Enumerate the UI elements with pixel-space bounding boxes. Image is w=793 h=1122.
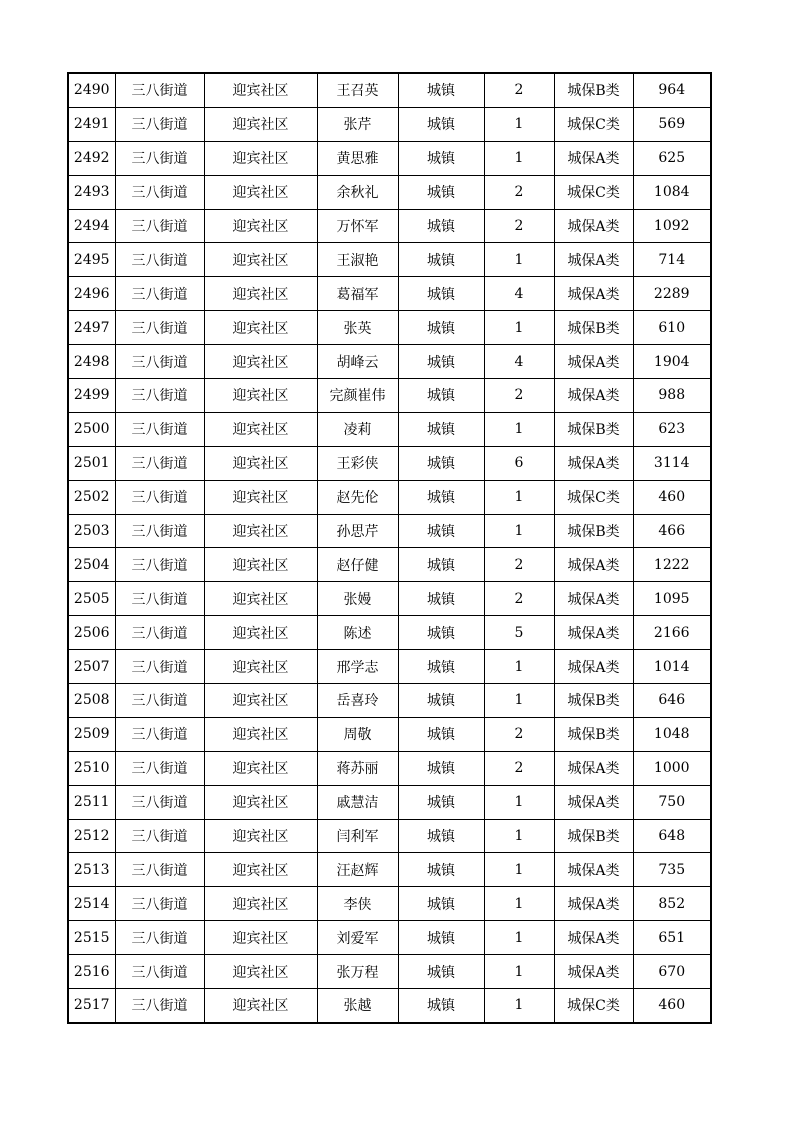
cell-name: 陈述 [317, 616, 398, 650]
cell-category: 城保A类 [554, 209, 633, 243]
cell-street: 三八街道 [115, 107, 204, 141]
cell-amount: 2289 [633, 277, 711, 311]
cell-name: 万怀军 [317, 209, 398, 243]
cell-community: 迎宾社区 [204, 514, 317, 548]
cell-household-type: 城镇 [398, 853, 484, 887]
table-row [68, 446, 711, 480]
cell-serial-no: 2516 [68, 955, 115, 989]
cell-category: 城保A类 [554, 345, 633, 379]
cell-household-size: 6 [484, 446, 554, 480]
cell-household-size: 4 [484, 277, 554, 311]
cell-name: 余秋礼 [317, 175, 398, 209]
roster-body [68, 73, 711, 1023]
table-row [68, 379, 711, 413]
cell-community: 迎宾社区 [204, 684, 317, 718]
cell-community: 迎宾社区 [204, 616, 317, 650]
cell-amount: 2166 [633, 616, 711, 650]
cell-community: 迎宾社区 [204, 548, 317, 582]
cell-category: 城保C类 [554, 107, 633, 141]
cell-community: 迎宾社区 [204, 311, 317, 345]
cell-name: 周敬 [317, 717, 398, 751]
cell-household-type: 城镇 [398, 141, 484, 175]
cell-name: 黄思雅 [317, 141, 398, 175]
cell-community: 迎宾社区 [204, 277, 317, 311]
cell-street: 三八街道 [115, 887, 204, 921]
cell-household-size: 2 [484, 73, 554, 107]
cell-name: 王召英 [317, 73, 398, 107]
cell-street: 三八街道 [115, 379, 204, 413]
cell-serial-no: 2503 [68, 514, 115, 548]
cell-serial-no: 2499 [68, 379, 115, 413]
table-row [68, 751, 711, 785]
cell-community: 迎宾社区 [204, 141, 317, 175]
table-row [68, 345, 711, 379]
cell-amount: 610 [633, 311, 711, 345]
cell-category: 城保B类 [554, 684, 633, 718]
cell-street: 三八街道 [115, 751, 204, 785]
cell-name: 张越 [317, 989, 398, 1023]
cell-amount: 1222 [633, 548, 711, 582]
cell-category: 城保A类 [554, 887, 633, 921]
cell-household-type: 城镇 [398, 819, 484, 853]
cell-category: 城保A类 [554, 582, 633, 616]
cell-street: 三八街道 [115, 921, 204, 955]
cell-amount: 651 [633, 921, 711, 955]
cell-household-size: 1 [484, 684, 554, 718]
table-row [68, 785, 711, 819]
cell-serial-no: 2492 [68, 141, 115, 175]
cell-name: 胡峰云 [317, 345, 398, 379]
cell-street: 三八街道 [115, 209, 204, 243]
cell-serial-no: 2508 [68, 684, 115, 718]
table-row [68, 412, 711, 446]
cell-community: 迎宾社区 [204, 650, 317, 684]
cell-serial-no: 2515 [68, 921, 115, 955]
cell-community: 迎宾社区 [204, 582, 317, 616]
cell-serial-no: 2498 [68, 345, 115, 379]
cell-name: 闫利军 [317, 819, 398, 853]
cell-household-size: 1 [484, 819, 554, 853]
cell-community: 迎宾社区 [204, 887, 317, 921]
table-row [68, 955, 711, 989]
cell-household-type: 城镇 [398, 277, 484, 311]
cell-street: 三八街道 [115, 853, 204, 887]
cell-serial-no: 2501 [68, 446, 115, 480]
table-row [68, 819, 711, 853]
cell-serial-no: 2517 [68, 989, 115, 1023]
table-row [68, 921, 711, 955]
cell-street: 三八街道 [115, 548, 204, 582]
cell-household-size: 2 [484, 548, 554, 582]
cell-household-size: 4 [484, 345, 554, 379]
cell-community: 迎宾社区 [204, 345, 317, 379]
cell-serial-no: 2502 [68, 480, 115, 514]
cell-street: 三八街道 [115, 73, 204, 107]
cell-amount: 1000 [633, 751, 711, 785]
cell-category: 城保A类 [554, 751, 633, 785]
cell-household-size: 1 [484, 243, 554, 277]
cell-category: 城保B类 [554, 717, 633, 751]
table-row [68, 73, 711, 107]
cell-household-size: 1 [484, 514, 554, 548]
cell-serial-no: 2491 [68, 107, 115, 141]
roster-table [67, 72, 712, 1024]
cell-category: 城保B类 [554, 311, 633, 345]
cell-household-type: 城镇 [398, 548, 484, 582]
table-row [68, 887, 711, 921]
cell-household-size: 2 [484, 751, 554, 785]
cell-household-type: 城镇 [398, 887, 484, 921]
cell-household-size: 1 [484, 107, 554, 141]
cell-category: 城保A类 [554, 548, 633, 582]
cell-category: 城保B类 [554, 412, 633, 446]
cell-category: 城保C类 [554, 175, 633, 209]
cell-serial-no: 2497 [68, 311, 115, 345]
cell-community: 迎宾社区 [204, 412, 317, 446]
cell-amount: 1014 [633, 650, 711, 684]
cell-street: 三八街道 [115, 650, 204, 684]
cell-household-size: 1 [484, 921, 554, 955]
cell-household-type: 城镇 [398, 616, 484, 650]
cell-household-type: 城镇 [398, 243, 484, 277]
cell-category: 城保A类 [554, 446, 633, 480]
cell-community: 迎宾社区 [204, 480, 317, 514]
cell-category: 城保B类 [554, 514, 633, 548]
cell-household-size: 1 [484, 311, 554, 345]
cell-community: 迎宾社区 [204, 379, 317, 413]
cell-category: 城保A类 [554, 616, 633, 650]
cell-household-size: 1 [484, 887, 554, 921]
cell-amount: 852 [633, 887, 711, 921]
table-row [68, 548, 711, 582]
cell-household-type: 城镇 [398, 751, 484, 785]
cell-household-size: 1 [484, 412, 554, 446]
cell-serial-no: 2509 [68, 717, 115, 751]
cell-household-size: 2 [484, 175, 554, 209]
cell-amount: 750 [633, 785, 711, 819]
table-row [68, 582, 711, 616]
cell-name: 孙思芹 [317, 514, 398, 548]
cell-household-type: 城镇 [398, 73, 484, 107]
cell-household-size: 2 [484, 209, 554, 243]
cell-name: 岳喜玲 [317, 684, 398, 718]
table-row [68, 107, 711, 141]
cell-household-size: 1 [484, 141, 554, 175]
cell-community: 迎宾社区 [204, 107, 317, 141]
cell-name: 邢学志 [317, 650, 398, 684]
cell-name: 张英 [317, 311, 398, 345]
cell-household-type: 城镇 [398, 955, 484, 989]
cell-category: 城保C类 [554, 480, 633, 514]
cell-household-size: 1 [484, 785, 554, 819]
table-row [68, 514, 711, 548]
cell-amount: 466 [633, 514, 711, 548]
cell-name: 凌莉 [317, 412, 398, 446]
cell-community: 迎宾社区 [204, 446, 317, 480]
table-row [68, 209, 711, 243]
cell-serial-no: 2500 [68, 412, 115, 446]
cell-street: 三八街道 [115, 243, 204, 277]
cell-serial-no: 2512 [68, 819, 115, 853]
cell-amount: 1092 [633, 209, 711, 243]
cell-serial-no: 2496 [68, 277, 115, 311]
cell-name: 张嫚 [317, 582, 398, 616]
cell-community: 迎宾社区 [204, 751, 317, 785]
cell-household-type: 城镇 [398, 480, 484, 514]
cell-street: 三八街道 [115, 175, 204, 209]
cell-category: 城保A类 [554, 243, 633, 277]
cell-name: 葛福军 [317, 277, 398, 311]
cell-name: 汪赵辉 [317, 853, 398, 887]
table-row [68, 311, 711, 345]
cell-household-type: 城镇 [398, 514, 484, 548]
cell-street: 三八街道 [115, 989, 204, 1023]
table-row [68, 480, 711, 514]
cell-serial-no: 2493 [68, 175, 115, 209]
cell-household-type: 城镇 [398, 175, 484, 209]
cell-household-type: 城镇 [398, 650, 484, 684]
table-row [68, 853, 711, 887]
table-row [68, 141, 711, 175]
cell-household-size: 2 [484, 582, 554, 616]
cell-street: 三八街道 [115, 480, 204, 514]
cell-community: 迎宾社区 [204, 853, 317, 887]
cell-name: 刘爱军 [317, 921, 398, 955]
cell-name: 戚慧洁 [317, 785, 398, 819]
cell-amount: 569 [633, 107, 711, 141]
cell-household-type: 城镇 [398, 311, 484, 345]
cell-household-type: 城镇 [398, 989, 484, 1023]
cell-amount: 988 [633, 379, 711, 413]
cell-street: 三八街道 [115, 684, 204, 718]
cell-amount: 735 [633, 853, 711, 887]
cell-household-size: 1 [484, 650, 554, 684]
table-row [68, 684, 711, 718]
cell-amount: 460 [633, 480, 711, 514]
cell-amount: 1095 [633, 582, 711, 616]
cell-serial-no: 2510 [68, 751, 115, 785]
cell-amount: 646 [633, 684, 711, 718]
cell-community: 迎宾社区 [204, 73, 317, 107]
cell-serial-no: 2495 [68, 243, 115, 277]
cell-street: 三八街道 [115, 277, 204, 311]
cell-amount: 1904 [633, 345, 711, 379]
cell-serial-no: 2511 [68, 785, 115, 819]
cell-category: 城保A类 [554, 955, 633, 989]
cell-community: 迎宾社区 [204, 989, 317, 1023]
cell-amount: 714 [633, 243, 711, 277]
cell-amount: 1084 [633, 175, 711, 209]
cell-category: 城保A类 [554, 277, 633, 311]
cell-household-type: 城镇 [398, 684, 484, 718]
cell-household-type: 城镇 [398, 717, 484, 751]
cell-amount: 1048 [633, 717, 711, 751]
cell-serial-no: 2513 [68, 853, 115, 887]
cell-street: 三八街道 [115, 582, 204, 616]
cell-household-type: 城镇 [398, 446, 484, 480]
cell-name: 李侠 [317, 887, 398, 921]
cell-street: 三八街道 [115, 955, 204, 989]
cell-amount: 648 [633, 819, 711, 853]
cell-community: 迎宾社区 [204, 785, 317, 819]
cell-street: 三八街道 [115, 141, 204, 175]
cell-name: 张芹 [317, 107, 398, 141]
cell-category: 城保B类 [554, 73, 633, 107]
cell-serial-no: 2504 [68, 548, 115, 582]
cell-household-size: 1 [484, 989, 554, 1023]
table-row [68, 989, 711, 1023]
cell-household-size: 5 [484, 616, 554, 650]
cell-street: 三八街道 [115, 717, 204, 751]
cell-name: 张万程 [317, 955, 398, 989]
cell-serial-no: 2507 [68, 650, 115, 684]
cell-street: 三八街道 [115, 819, 204, 853]
cell-category: 城保B类 [554, 819, 633, 853]
cell-serial-no: 2514 [68, 887, 115, 921]
cell-name: 完颜崔伟 [317, 379, 398, 413]
cell-name: 赵仔健 [317, 548, 398, 582]
cell-household-size: 1 [484, 955, 554, 989]
cell-household-type: 城镇 [398, 209, 484, 243]
cell-street: 三八街道 [115, 785, 204, 819]
cell-category: 城保A类 [554, 921, 633, 955]
cell-community: 迎宾社区 [204, 955, 317, 989]
cell-name: 王彩侠 [317, 446, 398, 480]
cell-household-type: 城镇 [398, 345, 484, 379]
cell-household-type: 城镇 [398, 921, 484, 955]
table-row [68, 175, 711, 209]
table-row [68, 243, 711, 277]
cell-community: 迎宾社区 [204, 717, 317, 751]
table-row [68, 277, 711, 311]
cell-amount: 460 [633, 989, 711, 1023]
cell-street: 三八街道 [115, 412, 204, 446]
table-row [68, 650, 711, 684]
cell-household-type: 城镇 [398, 582, 484, 616]
cell-street: 三八街道 [115, 514, 204, 548]
cell-amount: 623 [633, 412, 711, 446]
cell-household-size: 2 [484, 717, 554, 751]
table-row [68, 717, 711, 751]
cell-amount: 670 [633, 955, 711, 989]
cell-amount: 625 [633, 141, 711, 175]
cell-name: 赵先伦 [317, 480, 398, 514]
cell-amount: 3114 [633, 446, 711, 480]
cell-serial-no: 2505 [68, 582, 115, 616]
cell-household-size: 2 [484, 379, 554, 413]
cell-household-type: 城镇 [398, 379, 484, 413]
cell-serial-no: 2494 [68, 209, 115, 243]
cell-street: 三八街道 [115, 345, 204, 379]
cell-household-type: 城镇 [398, 785, 484, 819]
table-row [68, 616, 711, 650]
cell-household-type: 城镇 [398, 412, 484, 446]
cell-category: 城保A类 [554, 853, 633, 887]
cell-serial-no: 2506 [68, 616, 115, 650]
cell-community: 迎宾社区 [204, 243, 317, 277]
cell-street: 三八街道 [115, 616, 204, 650]
cell-serial-no: 2490 [68, 73, 115, 107]
cell-name: 蒋苏丽 [317, 751, 398, 785]
cell-street: 三八街道 [115, 446, 204, 480]
cell-category: 城保A类 [554, 379, 633, 413]
cell-category: 城保A类 [554, 785, 633, 819]
cell-category: 城保A类 [554, 650, 633, 684]
cell-household-size: 1 [484, 480, 554, 514]
cell-community: 迎宾社区 [204, 209, 317, 243]
cell-household-type: 城镇 [398, 107, 484, 141]
cell-street: 三八街道 [115, 311, 204, 345]
cell-category: 城保A类 [554, 141, 633, 175]
cell-community: 迎宾社区 [204, 175, 317, 209]
cell-category: 城保C类 [554, 989, 633, 1023]
cell-household-size: 1 [484, 853, 554, 887]
cell-community: 迎宾社区 [204, 921, 317, 955]
cell-community: 迎宾社区 [204, 819, 317, 853]
cell-amount: 964 [633, 73, 711, 107]
cell-name: 王淑艳 [317, 243, 398, 277]
